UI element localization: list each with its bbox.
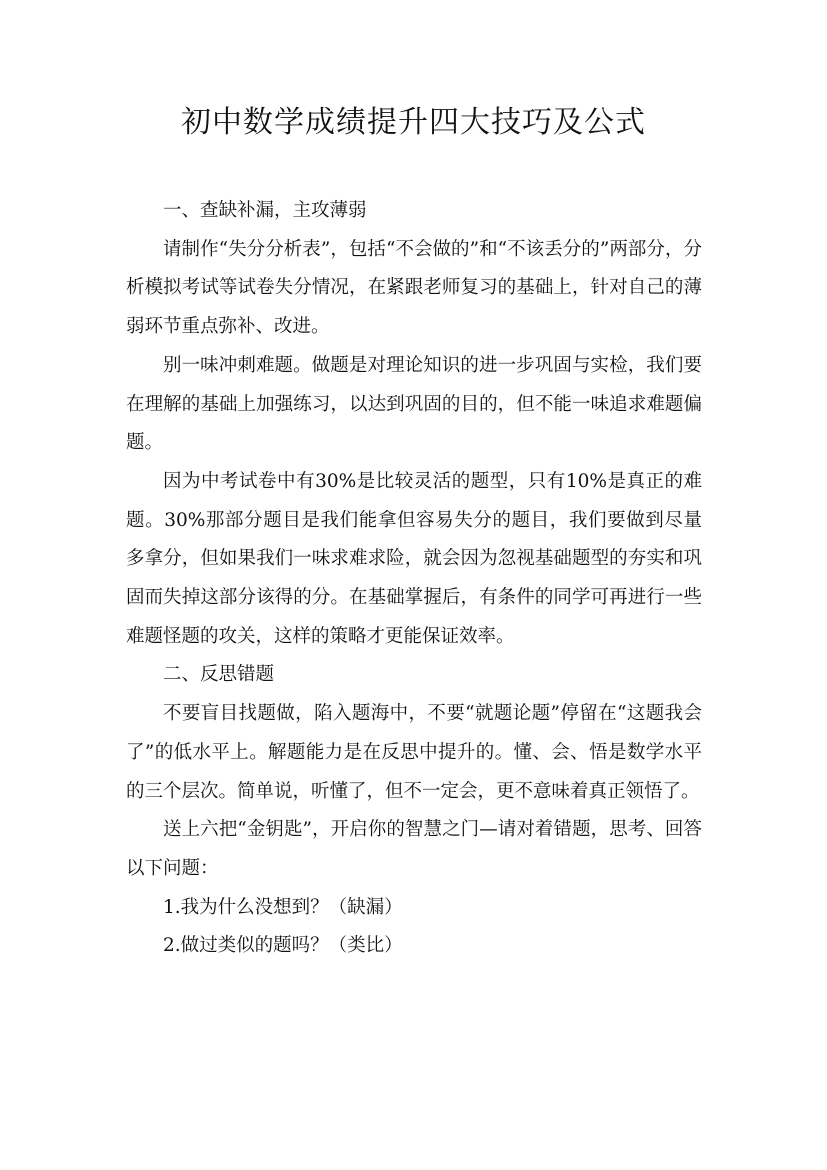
body-paragraph: 别一味冲刺难题。做题是对理论知识的进一步巩固与实检，我们要在理解的基础上加强练习，以达到巩固的目的，但不能一味追求难题偏题。 — [126, 354, 702, 454]
body-paragraph: 不要盲目找题做，陷入题海中，不要“就题论题”停留在“这题我会了”的低水平上。解题能力是在反思中提升的。懂、会、悟是数学水平的三个层次。简单说，听懂了，但不一定会，更不意味着真正领悟了。 — [126, 703, 702, 802]
list-item: 2.做过类似的题吗？（类比） — [163, 935, 403, 957]
body-paragraph: 送上六把“金钥匙”，开启你的智慧之门—请对着错题，思考、回答以下问题： — [126, 819, 702, 879]
body-paragraph: 因为中考试卷中有30%是比较灵活的题型，只有10%是真正的难题。30%那部分题目是我们能拿但容易失分的题目，我们要做到尽量多拿分，但如果我们一味求难求险，就会因为忽视基础题型的夯实和巩固而失掉这部分该得的分。在基础掌握后，有条件的同学可再进行一些难题怪题的攻关，这样的策略才更能保证效率。 — [126, 470, 702, 647]
document-title: 初中数学成绩提升四大技巧及公式 — [181, 105, 646, 140]
list-item: 1.我为什么没想到？（缺漏） — [163, 896, 403, 918]
body-paragraph: 请制作“失分分析表”，包括“不会做的”和“不该丢分的”两部分，分析模拟考试等试卷失分情况，在紧跟老师复习的基础上，针对自己的薄弱环节重点弥补、改进。 — [126, 238, 702, 338]
section-heading: 二、反思错题 — [163, 664, 275, 686]
document-body — [126, 192, 702, 966]
section-heading: 一、查缺补漏，主攻薄弱 — [163, 200, 367, 221]
